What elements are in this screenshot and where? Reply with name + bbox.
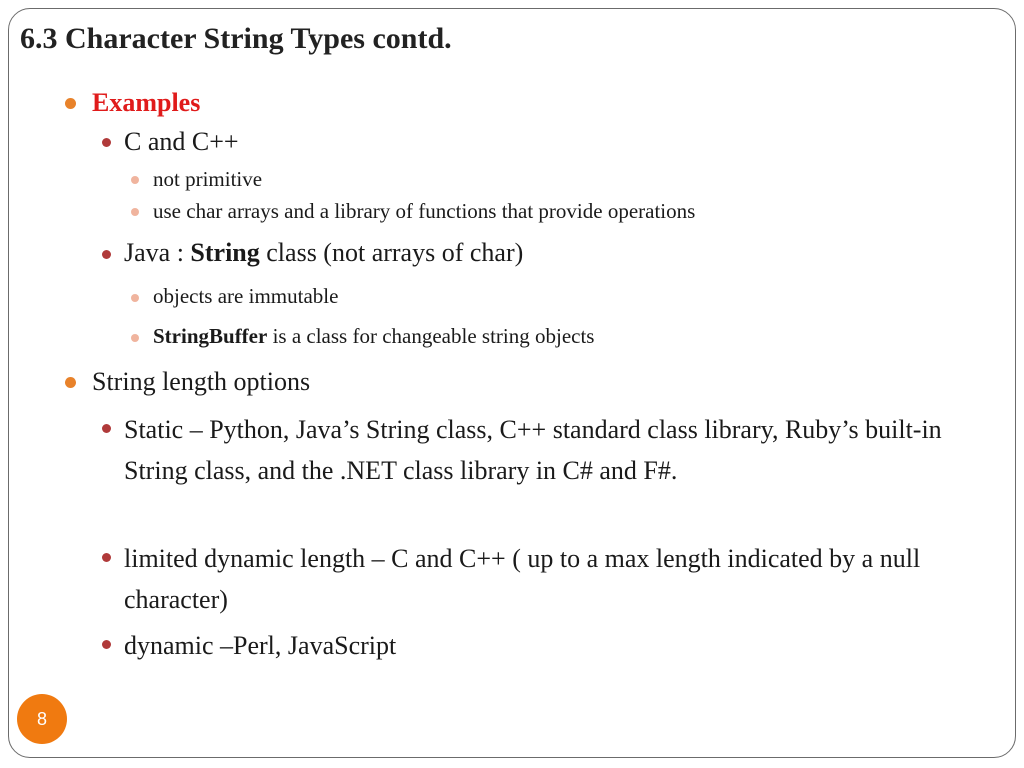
stringbuffer-item	[153, 324, 594, 349]
examples-heading	[92, 88, 200, 118]
dynamic-item: dynamic –Perl, JavaScript	[124, 631, 397, 660]
bullet-l1-length-options	[65, 377, 76, 388]
c-cpp-item: C and C++	[124, 127, 239, 156]
char-arrays-item: use char arrays and a library of functions that provide operations	[153, 199, 696, 223]
java-suffix: class (not arrays of char)	[259, 238, 524, 267]
examples-heading-text: Examples	[92, 88, 201, 117]
java-string-keyword: String	[190, 238, 260, 267]
bullet-l2-dynamic	[102, 640, 111, 649]
bullet-l3-stringbuffer	[131, 334, 139, 342]
static-item: Static – Python, Java’s String class, C++ standard class library, Ruby’s built-in String class, and the .NET class library in C# and F#.	[124, 415, 942, 485]
limited-dynamic-item: limited dynamic length – C and C++ ( up to a max length indicated by a null character)	[124, 544, 921, 614]
bullet-l3-char-arrays	[131, 208, 139, 216]
java-prefix: Java :	[124, 238, 191, 267]
stringbuffer-rest: is a class for changeable string objects	[267, 324, 595, 348]
bullet-l2-c-cpp	[102, 138, 111, 147]
java-item	[124, 238, 523, 268]
bullet-l2-static	[102, 424, 111, 433]
bullet-l3-immutable	[131, 294, 139, 302]
not-primitive-item: not primitive	[153, 167, 263, 191]
page-number-badge: 8	[17, 694, 67, 744]
bullet-l2-java	[102, 250, 111, 259]
length-options-heading: String length options	[92, 367, 311, 396]
immutable-item: objects are immutable	[153, 284, 339, 308]
slide-title: 6.3 Character String Types contd.	[20, 22, 452, 55]
bullet-l2-limited-dynamic	[102, 553, 111, 562]
bullet-l1-examples	[65, 98, 76, 109]
stringbuffer-keyword: StringBuffer	[153, 324, 268, 348]
bullet-l3-not-primitive	[131, 176, 139, 184]
